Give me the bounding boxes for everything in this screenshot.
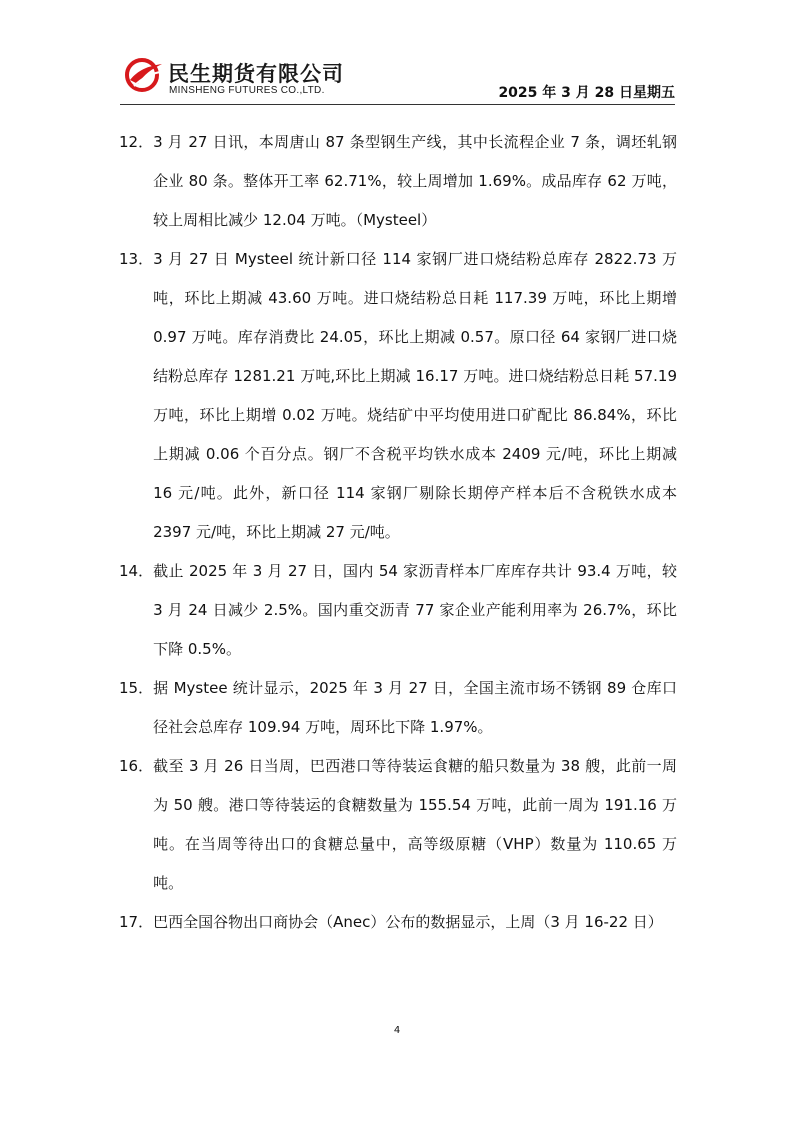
list-item <box>119 123 677 240</box>
item-number: 17． <box>119 913 154 931</box>
item-text: 3 月 27 日讯，本周唐山 87 条型钢生产线，其中长流程企业 7 条，调坯轧钢企业 80 条。整体开工率 62.71%，较上周增加 1.69%。成品库存 62 万吨，较上周相比减少 12.04 万吨。（Mysteel） <box>153 133 677 229</box>
list-item <box>119 669 677 747</box>
item-number: 14． <box>119 562 154 580</box>
list-item <box>119 903 677 942</box>
report-date: 2025 年 3 月 28 日星期五 <box>498 85 675 101</box>
company-name-cn: 民生期货有限公司 <box>168 62 344 86</box>
company-name-en: MINSHENG FUTURES CO.,LTD. <box>169 85 325 96</box>
list-item <box>119 552 677 669</box>
header-divider <box>120 104 675 105</box>
list-item <box>119 240 677 552</box>
item-text: 巴西全国谷物出口商协会（Anec）公布的数据显示，上周（3 月 16-22 日） <box>153 913 663 931</box>
page-number: 4 <box>393 1025 401 1036</box>
news-list <box>119 123 677 942</box>
minsheng-logo-icon <box>124 56 164 92</box>
item-number: 12． <box>119 133 154 151</box>
page-header <box>120 50 675 102</box>
list-item <box>119 747 677 903</box>
item-text: 3 月 27 日 Mysteel 统计新口径 114 家钢厂进口烧结粉总库存 2822.73 万吨，环比上期减 43.60 万吨。进口烧结粉总日耗 117.39 万吨，环比上期增 0.97 万吨。库存消费比 24.05，环比上期减 0.57。原口径 64 家钢厂进口烧结粉总库存 1281.21 万吨,环比上期减 16.17 万吨。进口烧结粉总日耗 57.19 万吨，环比上期增 0.02 万吨。烧结矿中平均使用进口矿配比 86.84%，环比上期减 0.06 个百分点。钢厂不含税平均铁水成本 2409 元/吨，环比上期减 16 元/吨。此外，新口径 114 家钢厂剔除长期停产样本后不含税铁水成本 2397 元/吨，环比上期减 27 元/吨。 <box>153 250 677 541</box>
item-number: 13． <box>119 250 154 268</box>
item-number: 16． <box>119 757 154 775</box>
item-text: 据 Mystee 统计显示，2025 年 3 月 27 日，全国主流市场不锈钢 89 仓库口径社会总库存 109.94 万吨，周环比下降 1.97%。 <box>153 679 677 736</box>
item-number: 15． <box>119 679 154 697</box>
item-text: 截至 3 月 26 日当周，巴西港口等待装运食糖的船只数量为 38 艘，此前一周为 50 艘。港口等待装运的食糖数量为 155.54 万吨，此前一周为 191.16 万吨。在当周等待出口的食糖总量中，高等级原糖（VHP）数量为 110.65 万吨。 <box>153 757 677 892</box>
item-text: 截止 2025 年 3 月 27 日，国内 54 家沥青样本厂库库存共计 93.4 万吨，较 3 月 24 日减少 2.5%。国内重交沥青 77 家企业产能利用率为 26.7%，环比下降 0.5%。 <box>153 562 677 658</box>
